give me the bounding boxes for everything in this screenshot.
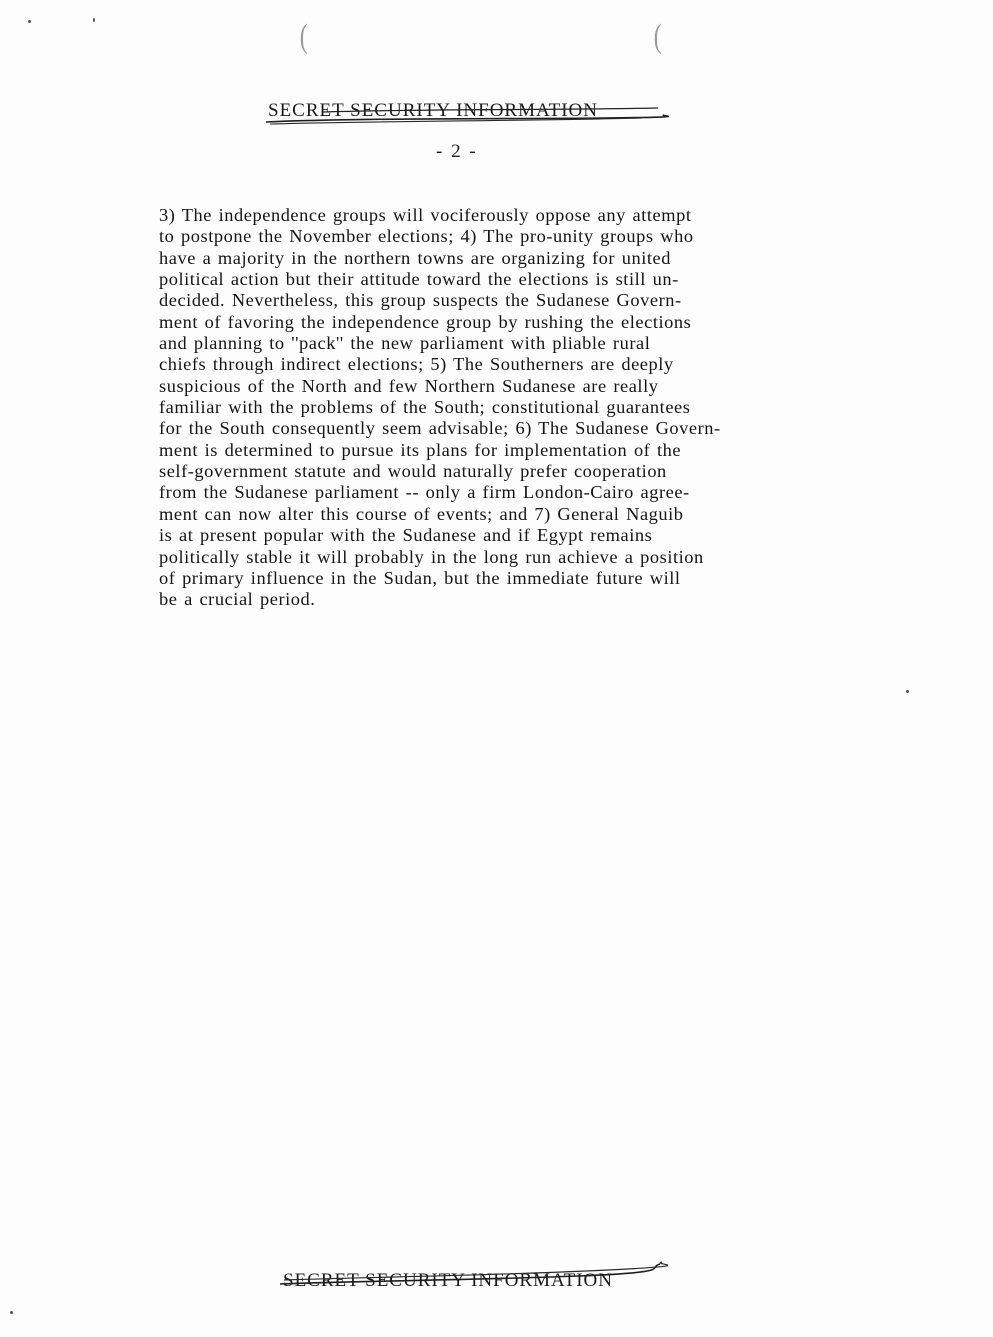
body-line: suspicious of the North and few Northern Sudanese are really (159, 375, 659, 396)
body-line: be a crucial period. (159, 589, 316, 610)
body-line: political action but their attitude toward the elections is still un- (159, 269, 679, 290)
body-line: ment can now alter this course of events; and 7) General Naguib (159, 503, 684, 524)
body-line: is at present popular with the Sudanese and if Egypt remains (159, 525, 653, 546)
scan-speck (906, 690, 909, 693)
body-line: have a majority in the northern towns are organizing for united (159, 247, 672, 268)
body-line: 3) The independence groups will vociferously oppose any attempt (159, 205, 692, 225)
scan-speck (28, 20, 31, 23)
classification-footer: SECRET SECURITY INFORMATION (283, 1270, 613, 1291)
body-line: familiar with the problems of the South; constitutional guarantees (159, 397, 691, 418)
classification-header: SECRET SECURITY INFORMATION (268, 100, 598, 121)
body-line: to postpone the November elections; 4) The pro-unity groups who (159, 226, 694, 247)
body-line: ment is determined to pursue its plans for implementation of the (159, 439, 682, 460)
body-line: from the Sudanese parliament -- only a firm London-Cairo agree- (159, 482, 690, 503)
scan-speck (10, 1311, 13, 1314)
body-line: chiefs through indirect elections; 5) The Southerners are deeply (159, 354, 674, 375)
body-line: self-government statute and would naturally prefer cooperation (159, 461, 667, 482)
scan-mark-right: ( (653, 18, 662, 55)
body-line: ment of favoring the independence group by rushing the elections (159, 311, 692, 332)
scan-mark-left: ( (299, 18, 308, 55)
body-paragraph (159, 205, 899, 611)
body-line: and planning to ''pack'' the new parliament with pliable rural (159, 333, 651, 354)
body-line: decided. Nevertheless, this group suspects the Sudanese Govern- (159, 290, 682, 311)
body-line: for the South consequently seem advisable; 6) The Sudanese Govern- (159, 418, 721, 439)
body-line: politically stable it will probably in the long run achieve a position (159, 546, 704, 567)
page-number: - 2 - (436, 141, 478, 162)
scan-speck (93, 18, 95, 22)
body-line: of primary influence in the Sudan, but the immediate future will (159, 567, 681, 588)
